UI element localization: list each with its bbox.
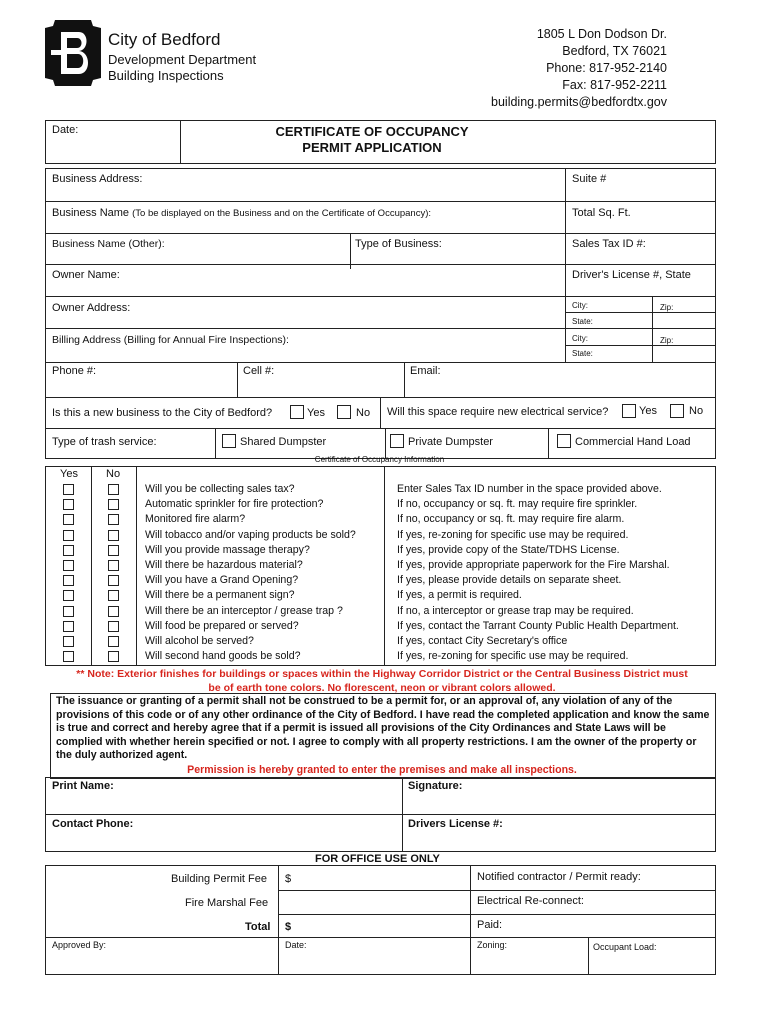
phone-field[interactable] xyxy=(52,378,232,396)
checklist-guidance: If yes, re-zoning for specific use may be required. xyxy=(397,528,629,541)
checklist-no-checkbox[interactable] xyxy=(108,545,119,556)
form-title: CERTIFICATE OF OCCUPANCY xyxy=(275,124,469,139)
checklist-yes-checkbox[interactable] xyxy=(63,514,74,525)
total-label: Total xyxy=(245,921,271,933)
fire-marshal-fee-field[interactable] xyxy=(296,893,466,911)
checklist-question: Will you provide massage therapy? xyxy=(145,543,310,556)
fire-marshal-fee-label: Fire Marshal Fee xyxy=(185,897,269,909)
checklist-no-checkbox[interactable] xyxy=(108,590,119,601)
total-dollar: $ xyxy=(285,921,292,933)
yes-column-header: Yes xyxy=(60,468,78,480)
checklist-question: Will second hand goods be sold? xyxy=(145,650,301,663)
sales-tax-id-field[interactable] xyxy=(572,250,710,263)
checklist-yes-checkbox[interactable] xyxy=(63,590,74,601)
shared-dumpster-checkbox[interactable] xyxy=(222,434,236,448)
checklist-yes-checkbox[interactable] xyxy=(63,530,74,541)
electrical-question: Will this space require new electrical service? xyxy=(387,406,609,418)
suite-field[interactable] xyxy=(572,186,710,200)
checklist-yes-checkbox[interactable] xyxy=(63,606,74,617)
co-info-heading: Certificate of Occupancy Information xyxy=(314,455,445,464)
org-name: City of Bedford xyxy=(108,30,221,49)
checklist-guidance: If yes, contact the Tarrant County Public Health Department. xyxy=(397,619,679,632)
paid-label: Paid: xyxy=(477,919,503,931)
approved-by-field[interactable] xyxy=(52,953,272,971)
legal-text: The issuance or granting of a permit shall not be construed to be a permit for, or an approval of, any violation of any of the provisions of this code or of any other ordinance of the City of Bedford. I have read the completed application and know the same is true and correct and hereby agree that if a permit is issued all provisions of the City Ordinances and State Laws will be complied with whether herein specified or not. I agree to comply with all property restrictions. I am the owner of the property or the duly authorized agent. xyxy=(56,695,710,761)
building-permit-fee-dollar: $ xyxy=(285,873,292,885)
business-name-other-field[interactable] xyxy=(52,250,347,263)
commercial-hand-load-label: Commercial Hand Load xyxy=(575,436,691,448)
owner-address-field[interactable] xyxy=(52,314,557,327)
electrical-yes-checkbox[interactable] xyxy=(622,404,636,418)
electrical-no-label: No xyxy=(689,405,704,417)
signature-field[interactable] xyxy=(408,794,708,812)
business-address-field[interactable] xyxy=(52,186,557,200)
new-business-no-checkbox[interactable] xyxy=(337,405,351,419)
checklist-question: Will alcohol be served? xyxy=(145,635,254,647)
email-field[interactable] xyxy=(410,378,710,396)
cell-field[interactable] xyxy=(243,378,399,396)
zoning-label: Zoning: xyxy=(477,940,508,950)
email-line: building.permits@bedfordtx.gov xyxy=(491,95,667,109)
cell-label: Cell #: xyxy=(243,365,275,377)
checklist-no-checkbox[interactable] xyxy=(108,514,119,525)
notified-contractor-label: Notified contractor / Permit ready: xyxy=(477,871,641,883)
suite-label: Suite # xyxy=(572,173,607,185)
electrical-no-checkbox[interactable] xyxy=(670,404,684,418)
office-date-field[interactable] xyxy=(285,953,465,971)
type-of-business-field[interactable] xyxy=(355,250,560,263)
new-business-question: Is this a new business to the City of Bedford? xyxy=(52,407,273,419)
drivers-license-state-field[interactable] xyxy=(572,281,710,295)
city-logo-icon xyxy=(45,20,101,86)
checklist-no-checkbox[interactable] xyxy=(108,484,119,495)
checklist-yes-checkbox[interactable] xyxy=(63,636,74,647)
business-name-prefix: Business Name xyxy=(52,207,130,219)
drivers-license-field[interactable] xyxy=(408,831,708,848)
print-name-label: Print Name: xyxy=(52,780,114,792)
billing-state-label: State: xyxy=(572,349,593,358)
shared-dumpster-label: Shared Dumpster xyxy=(240,436,327,448)
checklist-guidance: If yes, provide appropriate paperwork for the Fire Marshal. xyxy=(397,559,670,571)
checklist-question: Will there be hazardous material? xyxy=(145,559,303,571)
trash-service-label: Type of trash service: xyxy=(52,436,157,448)
type-of-business-label: Type of Business: xyxy=(355,238,442,250)
checklist-question: Monitored fire alarm? xyxy=(145,513,246,526)
division: Building Inspections xyxy=(108,68,224,83)
email-label: Email: xyxy=(410,365,441,377)
checklist-no-checkbox[interactable] xyxy=(108,560,119,571)
address-block xyxy=(491,26,667,111)
office-date-label: Date: xyxy=(285,940,307,950)
owner-name-field[interactable] xyxy=(52,281,557,295)
owner-address-label: Owner Address: xyxy=(52,302,131,314)
checklist-yes-checkbox[interactable] xyxy=(63,575,74,586)
checklist-yes-checkbox[interactable] xyxy=(63,545,74,556)
building-permit-fee-field[interactable] xyxy=(296,869,466,887)
phone-line: Phone: 817-952-2140 xyxy=(546,61,667,75)
checklist-guidance: If no, occupancy or sq. ft. may require fire alarm. xyxy=(397,513,625,526)
checklist-question: Will there be a permanent sign? xyxy=(145,589,295,602)
checklist-no-checkbox[interactable] xyxy=(108,499,119,510)
electrical-reconnect-label: Electrical Re-connect: xyxy=(477,895,584,907)
checklist-guidance: If yes, provide copy of the State/TDHS License. xyxy=(397,543,620,556)
checklist-yes-checkbox[interactable] xyxy=(63,499,74,510)
billing-address-field[interactable] xyxy=(52,347,557,361)
checklist-no-checkbox[interactable] xyxy=(108,651,119,662)
checklist-yes-checkbox[interactable] xyxy=(63,484,74,495)
owner-city-label: City: xyxy=(572,301,588,310)
office-use-title: FOR OFFICE USE ONLY xyxy=(315,853,440,865)
checklist-question: Will you be collecting sales tax? xyxy=(145,483,295,495)
business-name-note: (To be displayed on the Business and on the Certificate of Occupancy): xyxy=(132,208,432,219)
commercial-hand-load-checkbox[interactable] xyxy=(557,434,571,448)
no-column-header: No xyxy=(106,468,121,480)
new-business-yes-checkbox[interactable] xyxy=(290,405,304,419)
print-name-field[interactable] xyxy=(52,794,397,812)
checklist-question: Will food be prepared or served? xyxy=(145,619,299,632)
date-label: Date: xyxy=(52,124,79,136)
address-line: 1805 L Don Dodson Dr. xyxy=(536,27,667,41)
checklist-no-checkbox[interactable] xyxy=(108,636,119,647)
contact-phone-label: Contact Phone: xyxy=(52,818,134,830)
checklist-guidance: If yes, contact City Secretary's office xyxy=(397,635,568,647)
private-dumpster-checkbox[interactable] xyxy=(390,434,404,448)
form-subtitle: PERMIT APPLICATION xyxy=(302,140,442,155)
occupant-load-label: Occupant Load: xyxy=(593,942,657,952)
building-permit-fee-label: Building Permit Fee xyxy=(171,873,267,885)
new-business-no-label: No xyxy=(356,407,371,419)
date-field[interactable] xyxy=(52,138,178,158)
billing-zip-label: Zip: xyxy=(660,336,674,345)
checklist-guidance: Enter Sales Tax ID number in the space provided above. xyxy=(397,483,662,495)
total-field[interactable] xyxy=(296,917,466,935)
checklist-question: Will there be an interceptor / grease trap ? xyxy=(145,604,343,617)
approved-by-label: Approved By: xyxy=(52,940,107,950)
checklist-question: Will tobacco and/or vaping products be sold? xyxy=(145,528,356,541)
checklist-guidance: If no, occupancy or sq. ft. may require fire sprinkler. xyxy=(397,498,638,511)
billing-address-label: Billing Address (Billing for Annual Fire Inspections): xyxy=(52,334,289,346)
checklist-no-checkbox[interactable] xyxy=(108,575,119,586)
note-line-2: be of earth tone colors. No florescent, neon or vibrant colors allowed. xyxy=(208,682,556,694)
checklist-no-checkbox[interactable] xyxy=(108,530,119,541)
total-sqft-field[interactable] xyxy=(572,219,710,232)
private-dumpster-label: Private Dumpster xyxy=(408,436,493,448)
checklist-question: Automatic sprinkler for fire protection? xyxy=(145,498,324,511)
checklist-question: Will you have a Grand Opening? xyxy=(145,574,299,587)
electrical-yes-label: Yes xyxy=(639,405,657,417)
drivers-license-state-label: Driver's License #, State xyxy=(572,269,691,281)
owner-state-label: State: xyxy=(572,317,593,326)
department: Development Department xyxy=(108,52,257,67)
business-name-label xyxy=(52,207,431,219)
checklist-yes-checkbox[interactable] xyxy=(63,651,74,662)
phone-label: Phone #: xyxy=(52,365,97,377)
sales-tax-id-label: Sales Tax ID #: xyxy=(572,238,646,250)
total-sqft-label: Total Sq. Ft. xyxy=(572,207,631,219)
checklist-no-checkbox[interactable] xyxy=(108,621,119,632)
checklist-yes-checkbox[interactable] xyxy=(63,621,74,632)
business-name-other-label: Business Name (Other): xyxy=(52,238,165,250)
billing-city-label: City: xyxy=(572,334,588,343)
fax-line: Fax: 817-952-2211 xyxy=(562,78,667,92)
checklist-no-checkbox[interactable] xyxy=(108,606,119,617)
business-name-field[interactable] xyxy=(52,219,557,232)
checklist-guidance: If no, a interceptor or grease trap may be required. xyxy=(397,604,634,617)
business-address-label: Business Address: xyxy=(52,173,143,185)
note-line-1: ** Note: Exterior finishes for buildings or spaces within the Highway Corridor District or the Central Business District must xyxy=(76,668,688,680)
checklist-guidance: If yes, re-zoning for specific use may be required. xyxy=(397,650,629,663)
contact-phone-field[interactable] xyxy=(52,831,397,848)
signature-label: Signature: xyxy=(408,780,463,792)
checklist-yes-checkbox[interactable] xyxy=(63,560,74,571)
owner-name-label: Owner Name: xyxy=(52,269,120,281)
drivers-license-label: Drivers License #: xyxy=(408,818,503,830)
checklist-guidance: If yes, a permit is required. xyxy=(397,589,522,602)
checklist-guidance: If yes, please provide details on separate sheet. xyxy=(397,574,622,587)
address-line: Bedford, TX 76021 xyxy=(562,44,667,58)
new-business-yes-label: Yes xyxy=(307,407,325,419)
owner-zip-label: Zip: xyxy=(660,303,674,312)
permission-text: Permission is hereby granted to enter the premises and make all inspections. xyxy=(187,764,577,776)
